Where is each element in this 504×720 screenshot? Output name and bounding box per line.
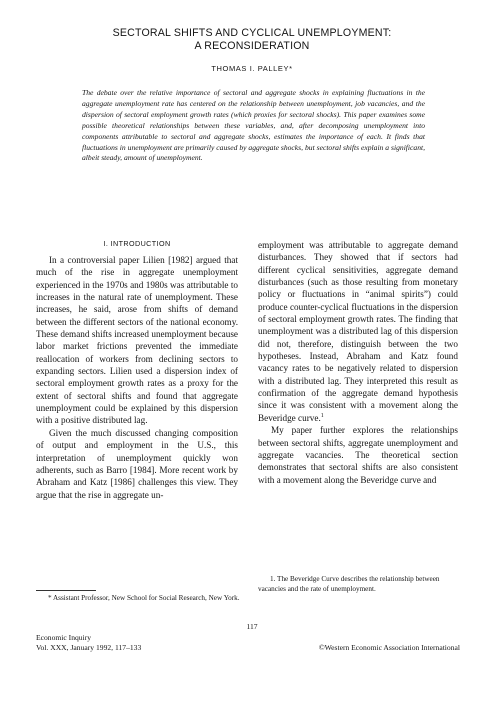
page-number: 117 — [246, 622, 258, 631]
journal-name: Economic Inquiry — [36, 633, 92, 642]
body-paragraph: Given the much discussed changing composition of output and employment in the U.S., this interpretation of unemployment quickly won adherents, such as Barro [1984]. More recent work by Abraham and Katz [1986] challenges this view. They argue that the rise in aggregate un- — [36, 427, 238, 500]
right-column — [258, 239, 458, 486]
body-paragraph: My paper further explores the relationships between sectoral shifts, aggregate unemployment and aggregate vacancies. The theoretical section demonstrates that sectoral shifts are also consistent with a movement along the Beveridge curve and — [258, 425, 458, 485]
article-title-line-1: SECTORAL SHIFTS AND CYCLICAL UNEMPLOYMENT: — [112, 27, 392, 39]
author-name: THOMAS I. PALLEY* — [211, 64, 293, 73]
footnote-marker[interactable]: 1 — [320, 412, 324, 419]
footnote-1: 1. The Beveridge Curve describes the relationship between vacancies and the rate of unemployment. — [258, 575, 440, 593]
body-paragraph: In a controversial paper Lilien [1982] argued that much of the rise in aggregate unemployment experienced in the 1970s and 1980s was attributable to increases in the natural rate of unemployment. These increases, he said, arose from shifts of demand between the different sectors of the national economy. These demand shifts increased unemployment because labor market frictions prevented the immediate reallocation of workers from declining sectors to expanding sectors. Lilien used a dispersion index of sectoral employment growth rates as a proxy for the extent of sectoral shifts and found that aggregate unemployment could be explained by this dispersion with a positive distributed lag. — [36, 255, 238, 426]
article-title-line-2: A RECONSIDERATION — [194, 40, 310, 52]
copyright-notice: ©Western Economic Association International — [318, 643, 460, 652]
author-footnote: * Assistant Professor, New School for Social Research, New York. — [48, 594, 240, 602]
section-heading-introduction: I. INTRODUCTION — [103, 239, 171, 248]
footnote-divider — [36, 590, 96, 591]
journal-info — [36, 633, 141, 653]
left-column — [36, 254, 238, 501]
body-paragraph-text: employment was attributable to aggregate demand disturbances. They showed that if sectors had different cyclical sensitivities, aggregate demand disturbances (such as those resulting from monetary policy or fluctuations in “animal spirits”) could produce counter-cyclical fluctuations in the dispersion of sectoral employment growth rates. The finding that unemployment was a distributed lag of this dispersion did not, therefore, distinguish between the two hypotheses. Instead, Abraham and Katz found vacancy rates to be negatively related to dispersion with a distributed lag. They interpreted this result as confirmation of the aggregate demand hypothesis since it was consistent with a movement along the Beveridge curve. — [258, 240, 458, 423]
journal-volume: Vol. XXX, January 1992, 117–133 — [36, 642, 142, 652]
body-paragraph — [258, 239, 458, 424]
abstract: The debate over the relative importance of sectoral and aggregate shocks in explaining fluctuations in the aggregate unemployment rate has centered on the relationship between unemployment, job vacancies, and the dispersion of sectoral employment growth rates (which proxies for sectoral shocks). This paper examines some possible theoretical relationships between these variables, and, after decomposing unemployment into components attributable to sectoral and aggregate shocks, estimates the importance of each. It finds that fluctuations in unemployment are primarily caused by aggregate shocks, but sectoral shifts explain a significant, albeit steady, amount of unemployment. — [82, 88, 425, 163]
